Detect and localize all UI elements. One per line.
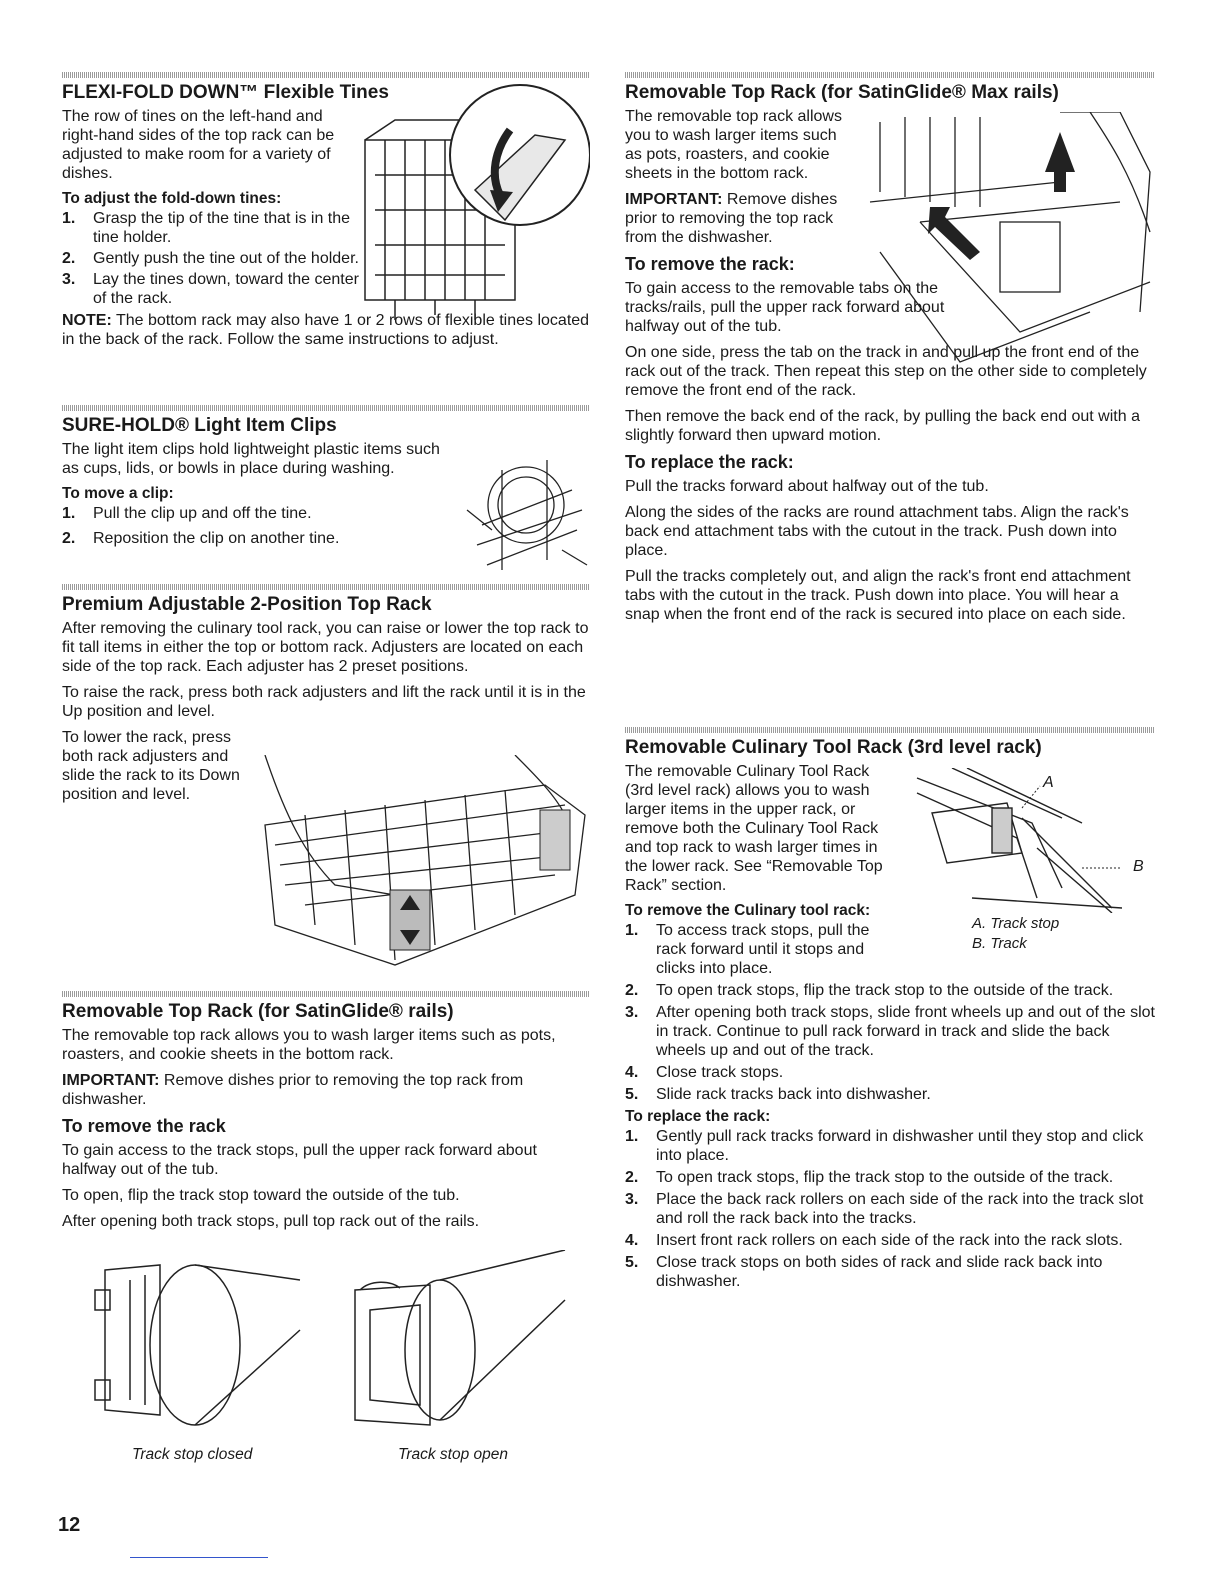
flexi-steps — [62, 209, 362, 308]
culinary-remove-steps — [625, 921, 1155, 1104]
section-rule — [625, 72, 1155, 78]
section-rule — [62, 991, 590, 997]
page-number: 12 — [58, 1514, 81, 1536]
satinglide-important: IMPORTANT: Remove dishes prior to removing the top rack from dishwasher. — [62, 1072, 524, 1108]
premium-title: Premium Adjustable 2-Position Top Rack — [62, 594, 432, 615]
list-item: 3. Place the back rack rollers on each side of the rack into the track slot and roll the rack back into the tracks. — [625, 1191, 1144, 1227]
track-stop-open-illustration — [340, 1250, 570, 1435]
list-item: 1. Pull the clip up and off the tine. — [62, 505, 312, 522]
footer-line — [130, 1557, 268, 1558]
surehold-intro: The light item clips hold lightweight plastic items such as cups, lids, or bowls in place during washing. — [62, 441, 440, 477]
legend-track: B. Track — [972, 935, 1027, 952]
maxrails-r3: Then remove the back end of the rack, by pulling the back end out with a slightly forward then upward motion. — [625, 408, 1140, 444]
list-item: 3. Lay the tines down, toward the center of the rack. — [62, 271, 359, 307]
satinglide-section — [62, 991, 590, 1238]
satinglide-p1: The removable top rack allows you to wash larger items such as pots, roasters, and cookie sheets in the bottom rack. — [62, 1027, 556, 1063]
culinary-sub-replace: To replace the rack: — [625, 1108, 771, 1125]
satinglide-title: Removable Top Rack (for SatinGlide® rails) — [62, 1001, 454, 1022]
list-item: 1. Gently pull rack tracks forward in dishwasher until they stop and click into place. — [625, 1128, 1144, 1164]
culinary-intro: The removable Culinary Tool Rack (3rd level rack) allows you to wash larger items in the upper rack, or remove both the Culinary Tool Rack and top rack to wash larger times in the lower rack. See “Removable Top Rack” section. — [625, 763, 883, 894]
maxrails-s2: Along the sides of the racks are round attachment tabs. Align the rack's back end attachment tabs with the cutout in the track. Push down into place. — [625, 504, 1129, 559]
satinglide-p2: To gain access to the track stops, pull the upper rack forward about halfway out of the tub. — [62, 1142, 537, 1178]
surehold-title: SURE-HOLD® Light Item Clips — [62, 415, 337, 436]
flexi-tines-illustration — [355, 80, 590, 330]
satinglide-p3: To open, flip the track stop toward the outside of the tub. — [62, 1187, 460, 1204]
caption-track-stop-open: Track stop open — [398, 1446, 508, 1463]
section-rule — [62, 405, 590, 411]
maxrails-sub-replace: To replace the rack: — [625, 452, 794, 472]
list-item: 2. Reposition the clip on another tine. — [62, 530, 340, 547]
list-item: 3. After opening both track stops, slide front wheels up and out of the slot in track. Continue to pull rack forward in track and slide the back wheels up and out of the track. — [625, 1004, 1155, 1059]
list-item: 2. To open track stops, flip the track stop to the outside of the track. — [625, 982, 1114, 999]
surehold-subhead: To move a clip: — [62, 485, 174, 502]
maxrails-r1: To gain access to the removable tabs on the tracks/rails, pull the upper rack forward about halfway out of the tub. — [625, 280, 945, 335]
culinary-replace-steps — [625, 1127, 1155, 1291]
list-item: 2. Gently push the tine out of the holder. — [62, 250, 359, 267]
maxrails-p1: The removable top rack allows you to wash larger items such as pots, roasters, and cookie sheets in the bottom rack. — [625, 108, 842, 182]
flexi-note: NOTE: The bottom rack may also have 1 or 2 rows of flexible tines located in the back of the rack. Follow the same instructions to adjust. — [62, 312, 590, 348]
callout-label-b: B — [1133, 858, 1144, 875]
premium-p1: After removing the culinary tool rack, you can raise or lower the top rack to fit tall items in either the top or bottom rack. Adjusters are located on each side of the top rack. Each adjuster has 2 preset positions. — [62, 620, 589, 675]
list-item: 4. Close track stops. — [625, 1064, 784, 1081]
callout-label-a: A — [1043, 774, 1054, 791]
light-item-clip-illustration — [462, 450, 590, 580]
list-item: 5. Close track stops on both sides of rack and slide rack back into dishwasher. — [625, 1254, 1103, 1290]
adjustable-rack-illustration — [245, 755, 590, 970]
flexi-title: FLEXI-FOLD DOWN™ Flexible Tines — [62, 82, 389, 103]
list-item: 1. To access track stops, pull the rack forward until it stops and clicks into place. — [625, 922, 870, 977]
premium-p2: To raise the rack, press both rack adjusters and lift the rack until it is in the Up position and level. — [62, 684, 586, 720]
flexi-subhead: To adjust the fold-down tines: — [62, 190, 282, 207]
satinglide-subhead: To remove the rack — [62, 1116, 226, 1136]
culinary-rack-illustration — [912, 768, 1122, 913]
maxrails-r2: On one side, press the tab on the track in and pull up the front end of the rack out of the track. Then repeat this step on the other side to completely remove the front end of the rack. — [625, 344, 1147, 399]
maxrails-s1: Pull the tracks forward about halfway out of the tub. — [625, 478, 989, 495]
culinary-title: Removable Culinary Tool Rack (3rd level rack) — [625, 737, 1042, 758]
max-rails-illustration — [860, 112, 1155, 377]
maxrails-sub-remove: To remove the rack: — [625, 254, 795, 274]
caption-track-stop-closed: Track stop closed — [132, 1446, 253, 1463]
track-stop-closed-illustration — [85, 1250, 305, 1430]
premium-p3: To lower the rack, press both rack adjusters and slide the rack to its Down position and level. — [62, 729, 240, 803]
list-item: 5. Slide rack tracks back into dishwasher. — [625, 1086, 931, 1103]
list-item: 1. Grasp the tip of the tine that is in the tine holder. — [62, 210, 351, 246]
section-rule — [625, 727, 1155, 733]
maxrails-important: IMPORTANT: Remove dishes prior to removing the top rack from the dishwasher. — [625, 191, 838, 246]
satinglide-p4: After opening both track stops, pull top rack out of the rails. — [62, 1213, 480, 1230]
list-item: 2. To open track stops, flip the track stop to the outside of the track. — [625, 1169, 1114, 1186]
flexi-intro: The row of tines on the left-hand and right-hand sides of the top rack can be adjusted to make room for a variety of dishes. — [62, 108, 335, 182]
maxrails-title: Removable Top Rack (for SatinGlide® Max rails) — [625, 82, 1059, 103]
culinary-sub-remove: To remove the Culinary tool rack: — [625, 902, 871, 919]
section-rule — [62, 72, 590, 78]
legend-track-stop: A. Track stop — [972, 915, 1060, 932]
list-item: 4. Insert front rack rollers on each side of the rack into the rack slots. — [625, 1232, 1123, 1249]
section-rule — [62, 584, 590, 590]
maxrails-s3: Pull the tracks completely out, and align the rack's front end attachment tabs with the cutout in the track. Push down into place. You will hear a snap when the front end of the rack is secured into place on each side. — [625, 568, 1131, 623]
